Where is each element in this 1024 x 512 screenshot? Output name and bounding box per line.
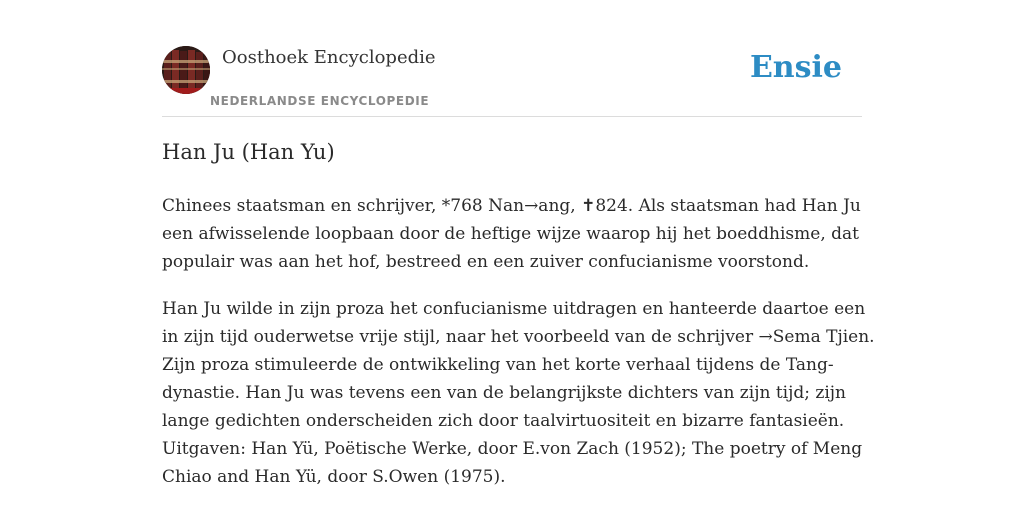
article-title: Han Ju (Han Yu) bbox=[162, 140, 335, 164]
book-spines-icon bbox=[162, 46, 210, 94]
site-header bbox=[162, 46, 862, 117]
article-paragraph-2 bbox=[162, 295, 875, 491]
site-avatar[interactable] bbox=[162, 46, 210, 94]
paragraph-line: lange gedichten onderscheiden zich door taalvirtuositeit en bizarre fantasieën. bbox=[162, 411, 845, 431]
article-paragraph-1 bbox=[162, 192, 862, 276]
site-title[interactable]: Oosthoek Encyclopedie bbox=[222, 47, 436, 68]
paragraph-line: populair was aan het hof, bestreed en een zuiver confucianisme voorstond. bbox=[162, 252, 810, 272]
paragraph-line: Uitgaven: Han Yü, Poëtische Werke, door E.von Zach (1952); The poetry of Meng bbox=[162, 439, 863, 459]
paragraph-line: Zijn proza stimuleerde de ontwikkeling van het korte verhaal tijdens de Tang- bbox=[162, 355, 834, 375]
paragraph-line: dynastie. Han Ju was tevens een van de belangrijkste dichters van zijn tijd; zijn bbox=[162, 383, 846, 403]
paragraph-line: Chiao and Han Yü, door S.Owen (1975). bbox=[162, 467, 506, 487]
paragraph-line: een afwisselende loopbaan door de heftige wijze waarop hij het boeddhisme, dat bbox=[162, 224, 859, 244]
paragraph-line: in zijn tijd ouderwetse vrije stijl, naar het voorbeeld van de schrijver →Sema Tjien. bbox=[162, 327, 875, 347]
paragraph-line: Han Ju wilde in zijn proza het confucianisme uitdragen en hanteerde daartoe een bbox=[162, 299, 866, 319]
site-subtitle: NEDERLANDSE ENCYCLOPEDIE bbox=[210, 94, 430, 108]
paragraph-line: Chinees staatsman en schrijver, *768 Nan→ang, ✝824. Als staatsman had Han Ju bbox=[162, 196, 861, 216]
brand-logo[interactable]: Ensie bbox=[749, 50, 842, 85]
